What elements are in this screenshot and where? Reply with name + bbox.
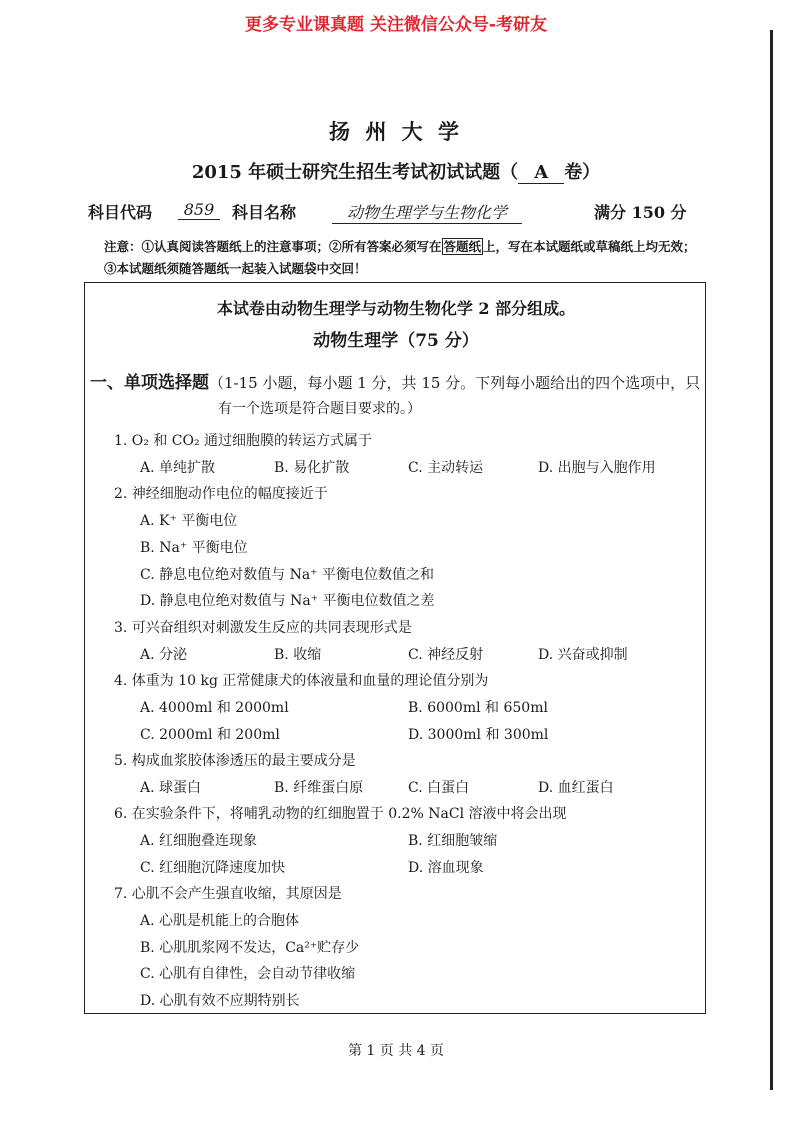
subject-code-label: 科目代码 (88, 203, 153, 222)
part-title: 动物生理学（75 分） (313, 331, 479, 351)
page-footer: 第 1 页 共 4 页 (347, 1043, 445, 1059)
paper-version: A (518, 162, 564, 184)
full-score: 满分 150 分 (594, 203, 687, 222)
option: D. 溶血现象 (408, 860, 484, 876)
option: B. 心肌肌浆网不发达，Ca²⁺贮存少 (140, 940, 360, 956)
subject-name-label: 科目名称 (232, 203, 297, 222)
section-desc: （1-15 小题，每小题 1 分，共 15 分。下列每小题给出的四个选项中，只 (209, 374, 701, 392)
question-stem: 3. 可兴奋组织对刺激发生反应的共同表现形式是 (114, 620, 412, 636)
scan-edge-line (770, 30, 773, 1090)
exam-title (0, 158, 792, 184)
section-desc-2: 有一个选项是符合题目要求的。） (218, 401, 421, 417)
option: D. 心肌有效不应期特别长 (140, 993, 300, 1009)
option: D. 兴奋或抑制 (538, 647, 628, 663)
option: B. 纤维蛋白原 (274, 780, 364, 796)
option: A. 单纯扩散 (140, 460, 216, 476)
option: B. 6000ml 和 650ml (408, 700, 548, 716)
option: A. 分泌 (140, 647, 188, 663)
university-name: 扬 州 大 学 (329, 119, 463, 144)
question-stem: 6. 在实验条件下，将哺乳动物的红细胞置于 0.2% NaCl 溶液中将会出现 (114, 806, 567, 822)
composition-line: 本试卷由动物生理学与动物生物化学 2 部分组成。 (216, 299, 576, 318)
question-stem: 1. O₂ 和 CO₂ 通过细胞膜的转运方式属于 (114, 433, 373, 449)
option: B. Na⁺ 平衡电位 (140, 540, 248, 556)
question-stem: 4. 体重为 10 kg 正常健康犬的体液量和血量的理论值分别为 (114, 673, 489, 689)
option: A. K⁺ 平衡电位 (140, 513, 238, 529)
question-stem: 7. 心肌不会产生强直收缩，其原因是 (114, 886, 342, 902)
option: C. 主动转运 (408, 460, 484, 476)
option: C. 红细胞沉降速度加快 (140, 860, 286, 876)
notice-boxed-word: 答题纸 (443, 239, 482, 254)
question-stem: 5. 构成血浆胶体渗透压的最主要成分是 (114, 753, 356, 769)
option: B. 红细胞皱缩 (408, 833, 498, 849)
option: C. 2000ml 和 200ml (140, 727, 280, 743)
exam-title-prefix: 2015 年硕士研究生招生考试初试试题（ (191, 162, 519, 183)
option: D. 静息电位绝对数值与 Na⁺ 平衡电位数值之差 (140, 593, 435, 609)
option: C. 静息电位绝对数值与 Na⁺ 平衡电位数值之和 (140, 567, 434, 583)
option: A. 心肌是机能上的合胞体 (140, 913, 300, 929)
section-heading (90, 368, 700, 393)
promo-banner: 更多专业课真题 关注微信公众号-考研友 (245, 15, 547, 35)
option: A. 红细胞叠连现象 (140, 833, 258, 849)
notice-part1: 注意：①认真阅读答题纸上的注意事项；②所有答案必须写在 (104, 239, 442, 254)
option: B. 收缩 (274, 647, 322, 663)
option: A. 球蛋白 (140, 780, 202, 796)
notice (104, 236, 704, 280)
option: D. 出胞与入胞作用 (538, 460, 656, 476)
subject-code: 859 (178, 200, 220, 220)
section-title: 一、单项选择题 (90, 373, 209, 393)
option: C. 神经反射 (408, 647, 484, 663)
option: A. 4000ml 和 2000ml (140, 700, 289, 716)
option: C. 白蛋白 (408, 780, 470, 796)
notice-part2: 上，写在本试题纸或草稿纸上均无效；③本试题纸须随答题纸一起装入试题袋中交回！ (104, 239, 696, 276)
option: C. 心肌有自律性，会自动节律收缩 (140, 966, 356, 982)
exam-title-suffix: 卷） (564, 162, 601, 183)
subject-name: 动物生理学与生物化学 (332, 200, 522, 224)
option: D. 3000ml 和 300ml (408, 727, 549, 743)
option: B. 易化扩散 (274, 460, 350, 476)
question-stem: 2. 神经细胞动作电位的幅度接近于 (114, 486, 328, 502)
option: D. 血红蛋白 (538, 780, 614, 796)
